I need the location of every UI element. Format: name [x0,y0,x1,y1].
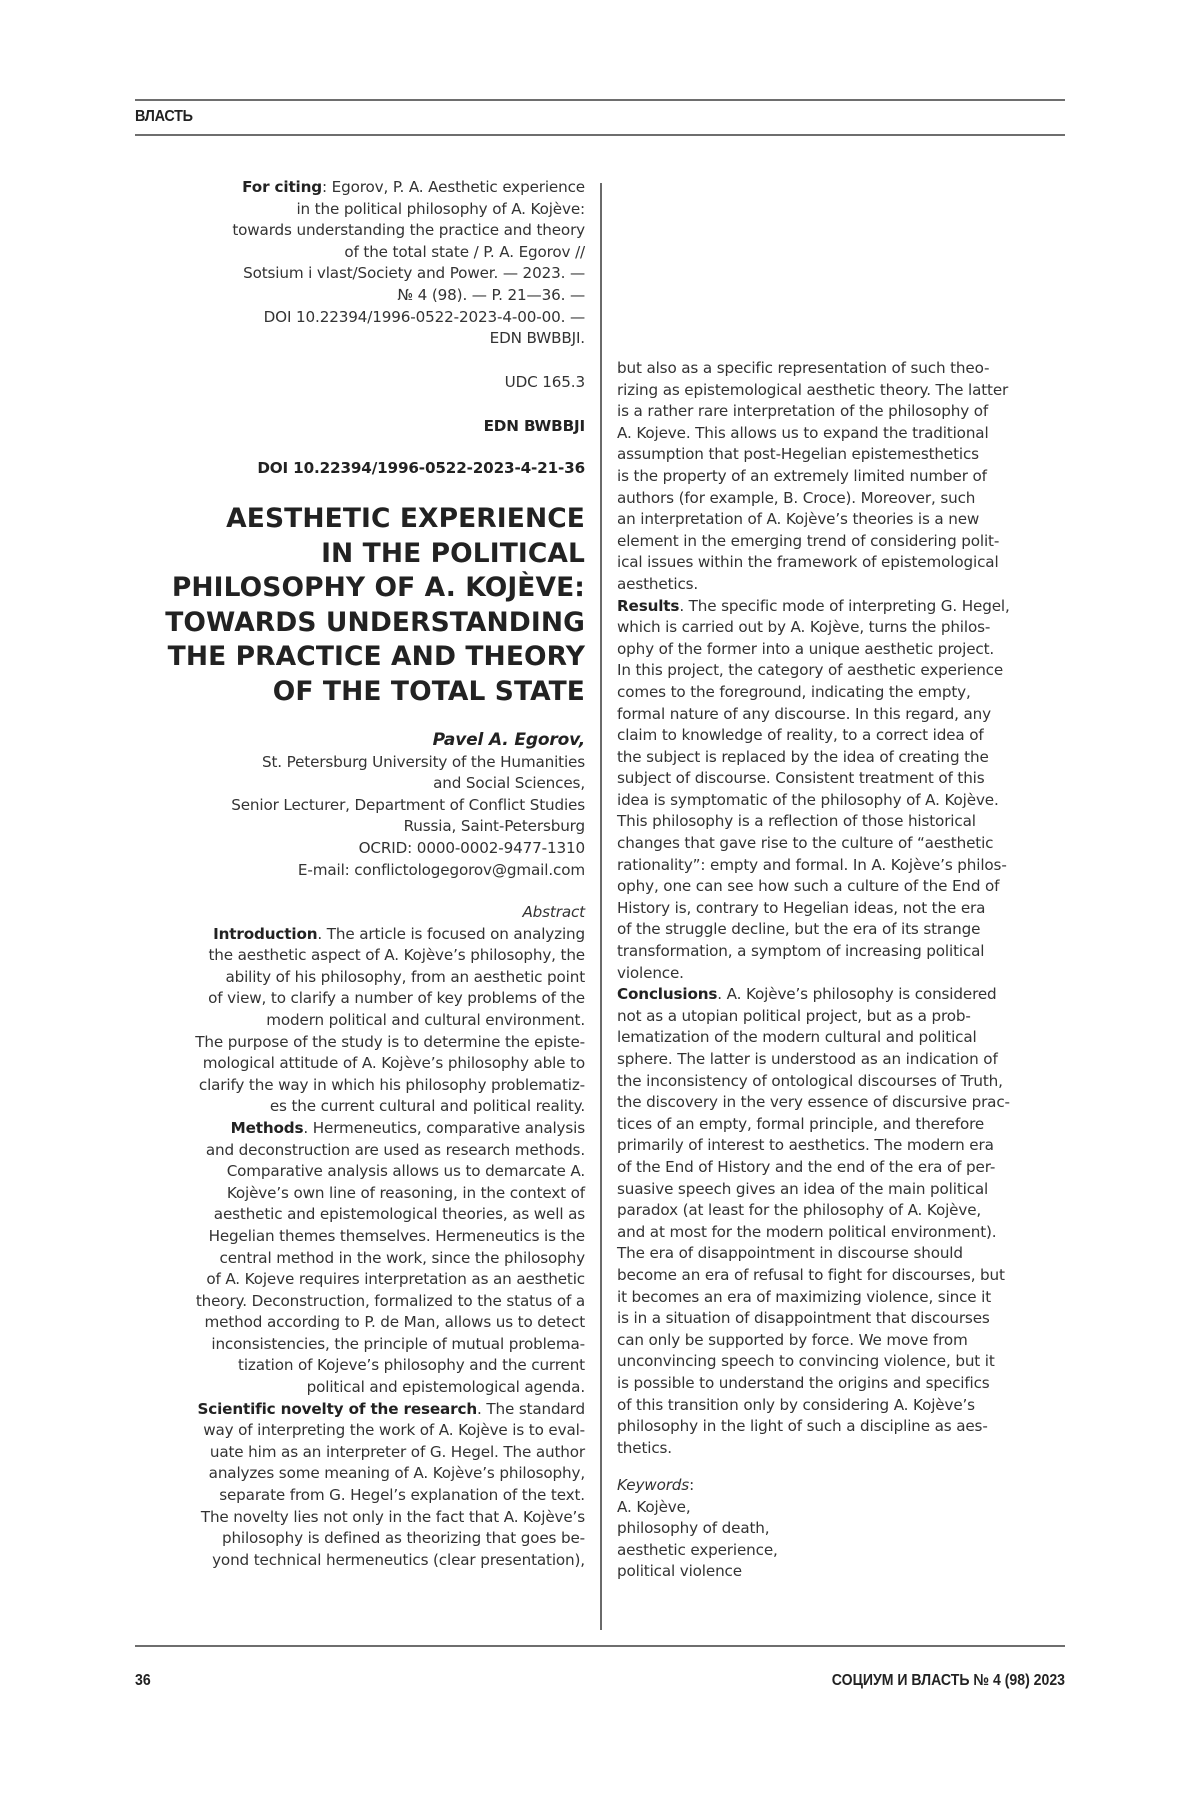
abstract-line: ophy, one can see how such a culture of the End of [617,877,1000,896]
abstract-line: clarify the way in which his philosophy problematiz- [198,1075,585,1094]
abstract-line: The purpose of the study is to determine the episte- [195,1032,585,1051]
keywords-heading: Keywords: [617,1476,695,1494]
abstract-line: political and epistemological agenda. [306,1378,585,1397]
abstract-line: aesthetic and epistemological theories, as well as [213,1205,585,1224]
abstract-line: Hegelian themes themselves. Hermeneutics is the [208,1226,585,1245]
abstract-line: of view, to clarify a number of key problems of the [208,989,585,1008]
title-line: THE PRACTICE AND THEORY [167,641,585,673]
author-affiliation: and Social Sciences, [433,774,585,793]
abstract-line: mological attitude of A. Kojève’s philosophy able to [202,1054,585,1073]
author-location: Russia, Saint-Petersburg [403,817,585,836]
abstract-line: yond technical hermeneutics (clear presentation), [212,1550,585,1569]
citation-line: Sotsium i vlast/Society and Power. — 2023. — [243,264,585,283]
abstract-right-column [617,358,1077,1459]
keyword-item: philosophy of death, [617,1519,770,1538]
abstract-line: is possible to understand the origins and specifics [617,1373,990,1392]
abstract-line: unconvincing speech to convincing violence, but it [617,1352,995,1371]
title-line: AESTHETIC EXPERIENCE [226,503,585,534]
abstract-line: tization of Kojeve’s philosophy and the current [238,1356,585,1375]
keywords-label: Keywords [617,1476,690,1494]
author-name: Pavel A. Egorov, [432,730,585,750]
abstract-line: assumption that post-Hegelian epistemesthetics [617,445,979,464]
abstract-line: subject of discourse. Consistent treatment of this [617,769,985,788]
citation-block [125,177,585,350]
abstract-line: central method in the work, since the philosophy [219,1248,585,1267]
citation-line: For citing: Egorov, P. A. Aesthetic experience [242,178,585,196]
author-affiliation: St. Petersburg University of the Humanities [261,752,585,771]
author-orcid: OCRID: 0000-0002-9477-1310 [358,838,585,857]
abstract-line: which is carried out by A. Kojève, turns the philos- [617,618,991,637]
abstract-line: theory. Deconstruction, formalized to the status of a [195,1291,585,1310]
abstract-line: inconsistencies, the principle of mutual problema- [211,1334,585,1353]
abstract-line: it becomes an era of maximizing violence, since it [617,1287,992,1306]
abstract-line: the discovery in the very essence of discursive prac- [617,1093,1010,1112]
header-top-rule [135,99,1065,101]
title-line: OF THE TOTAL STATE [272,675,585,707]
abstract-line: History is, contrary to Hegelian ideas, not the era [617,898,986,917]
journal-title: СОЦИУМ И ВЛАСТЬ № 4 (98) 2023 [831,1672,1065,1689]
conclusions-label: Conclusions [617,985,718,1004]
abstract-line: rationality”: empty and formal. In A. Kojève’s philos- [617,855,1007,874]
abstract-line: ability of his philosophy, from an aesthetic point [225,967,585,986]
running-head-section: ВЛАСТЬ [135,108,193,125]
abstract-line: an interpretation of A. Kojève’s theories is a new [617,510,980,529]
keyword-item: aesthetic experience, [617,1540,778,1559]
citation-line: of the total state / P. A. Egorov // [344,242,585,261]
abstract-line: Kojève’s own line of reasoning, in the context of [226,1183,585,1202]
abstract-line: In this project, the category of aesthetic experience [617,661,1004,680]
abstract-line: suasive speech gives an idea of the main political [617,1179,989,1198]
abstract-line: Scientific novelty of the research. The standard [197,1399,585,1418]
abstract-line: can only be supported by force. We move from [617,1330,968,1349]
abstract-line: ical issues within the framework of epistemological [617,553,999,572]
abstract-line: Introduction. The article is focused on analyzing [213,924,585,943]
column-divider [600,183,602,1630]
udc-code: UDC 165.3 [504,373,585,391]
abstract-line: rizing as epistemological aesthetic theory. The latter [617,380,1009,399]
abstract-line: aesthetics. [617,574,699,593]
citation-line: EDN BWBBJI. [489,329,585,348]
abstract-line: method according to P. de Man, allows us to detect [204,1313,585,1332]
abstract-line: analyzes some meaning of A. Kojève’s philosophy, [208,1464,585,1483]
abstract-line: Methods. Hermeneutics, comparative analysis [230,1118,585,1137]
abstract-line: element in the emerging trend of considering polit- [617,531,1000,550]
abstract-line: sphere. The latter is understood as an indication of [617,1050,998,1068]
citation-line: DOI 10.22394/1996-0522-2023-4-00-00. — [263,307,585,326]
abstract-line: violence. [617,963,684,982]
abstract-line: of the struggle decline, but the era of its strange [617,920,981,939]
abstract-line: A. Kojeve. This allows us to expand the traditional [617,423,989,442]
keyword-item: A. Kojève, [617,1497,691,1516]
novelty-label: Scientific novelty of the research [197,1399,477,1418]
abstract-line: tices of an empty, formal principle, and therefore [617,1114,985,1133]
abstract-line: become an era of refusal to fight for discourses, but [617,1265,1005,1284]
abstract-line: The era of disappointment in discourse should [617,1244,963,1263]
abstract-line: Results. The specific mode of interpreting G. Hegel, [617,596,1010,615]
abstract-line: of this transition only by considering A. Kojève’s [617,1395,975,1414]
abstract-line: philosophy in the light of such a discipline as aes- [617,1417,988,1436]
abstract-line: the aesthetic aspect of A. Kojève’s philosophy, the [208,946,585,965]
introduction-label: Introduction [213,924,318,943]
abstract-line: transformation, a symptom of increasing political [617,942,985,961]
abstract-line: separate from G. Hegel’s explanation of the text. [219,1486,585,1505]
author-position: Senior Lecturer, Department of Conflict Studies [231,795,585,814]
author-email[interactable]: E-mail: conflictologegorov@gmail.com [297,860,585,879]
title-line: TOWARDS UNDERSTANDING [165,606,585,638]
abstract-line: is in a situation of disappointment that discourses [617,1309,990,1328]
abstract-line: philosophy is defined as theorizing that goes be- [221,1529,585,1548]
abstract-line: way of interpreting the work of A. Kojève is to eval- [203,1421,585,1440]
abstract-line: is the property of an extremely limited number of [617,466,987,485]
abstract-line: Conclusions. A. Kojève’s philosophy is considered [617,985,997,1004]
abstract-label: Abstract [522,903,585,921]
edn-code: EDN BWBBJI [483,417,585,435]
keyword-item: political violence [617,1562,742,1581]
abstract-line: formal nature of any discourse. In this regard, any [617,704,991,723]
abstract-line: idea is symptomatic of the philosophy of A. Kojève. [617,790,999,809]
abstract-line: and deconstruction are used as research methods. [205,1140,585,1159]
abstract-line: not as a utopian political project, but as a prob- [617,1006,971,1025]
abstract-line: The novelty lies not only in the fact that A. Kojève’s [200,1507,585,1526]
abstract-line: is a rather rare interpretation of the philosophy of [617,402,989,421]
author-block [125,730,585,881]
doi-link[interactable]: DOI 10.22394/1996-0522-2023-4-21-36 [257,459,585,477]
abstract-line: authors (for example, B. Croce). Moreover, such [617,488,976,507]
abstract-line: and at most for the modern political environment). [617,1222,997,1241]
abstract-line: uate him as an interpreter of G. Hegel. The author [209,1442,585,1461]
results-label: Results [617,596,680,615]
abstract-line: ophy of the former into a unique aesthetic project. [617,639,995,658]
abstract-line: lematization of the modern cultural and political [617,1028,977,1047]
abstract-line: Comparative analysis allows us to demarcate A. [226,1162,585,1181]
abstract-line: paradox (at least for the philosophy of A. Kojève, [617,1201,982,1220]
abstract-line: of A. Kojeve requires interpretation as an aesthetic [206,1270,585,1289]
citation-line: № 4 (98). — P. 21—36. — [397,285,585,304]
title-line: PHILOSOPHY OF A. KOJÈVE: [171,572,585,604]
title-line: IN THE POLITICAL [321,537,585,569]
abstract-line: of the End of History and the end of the era of per- [617,1157,996,1176]
methods-label: Methods [230,1118,304,1137]
footer-rule [135,1645,1065,1647]
abstract-line: This philosophy is a reflection of those historical [617,812,976,831]
article-title [125,502,585,710]
abstract-line: thetics. [617,1438,672,1457]
citation-line: towards understanding the practice and theory [232,221,585,240]
abstract-line: modern political and cultural environment. [266,1010,585,1029]
citation-line: in the political philosophy of A. Kojève: [296,199,585,218]
abstract-line: es the current cultural and political reality. [269,1097,585,1116]
citation-label: For citing [242,178,323,196]
header-bottom-rule [135,134,1065,136]
abstract-left-column [125,902,585,1571]
abstract-line: the subject is replaced by the idea of creating the [617,747,989,766]
abstract-line: changes that gave rise to the culture of “aesthetic [617,834,994,853]
abstract-line: but also as a specific representation of such theo- [617,359,990,377]
abstract-line: primarily of interest to aesthetics. The modern era [617,1136,994,1155]
abstract-line: claim to knowledge of reality, to a correct idea of [617,726,984,745]
abstract-line: comes to the foreground, indicating the empty, [617,682,971,701]
page-number: 36 [135,1672,151,1689]
abstract-line: the inconsistency of ontological discourses of Truth, [617,1071,1003,1090]
keywords-block [617,1475,1077,1583]
